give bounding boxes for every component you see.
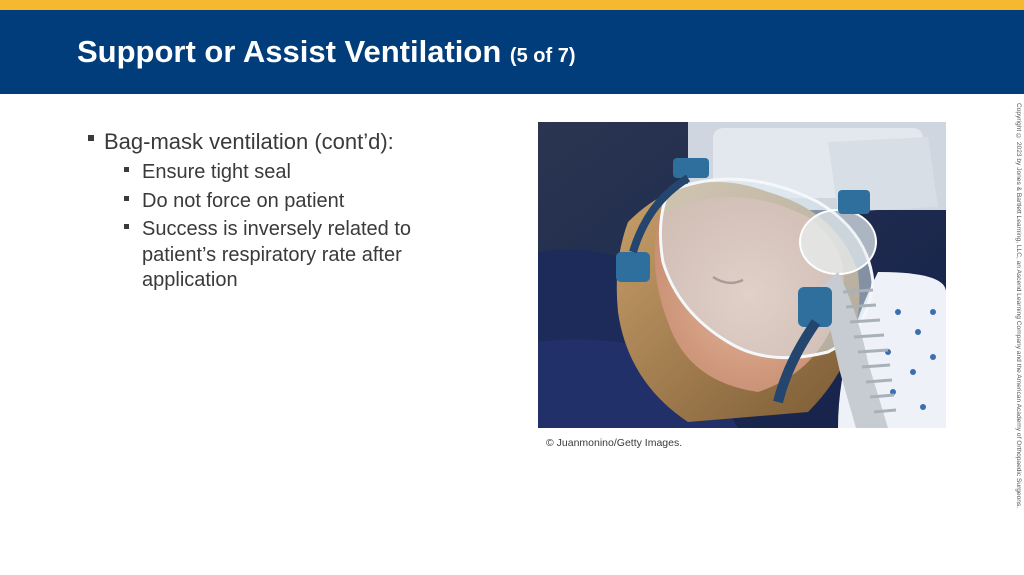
top-accent-bar [0, 0, 1024, 10]
slide-title [77, 34, 575, 74]
title-band [0, 10, 1024, 94]
sub-bullet: Do not force on patient [124, 189, 442, 215]
image-credit: © Juanmonino/Getty Images. [546, 437, 683, 449]
slide-subtitle: (5 of 7) [509, 45, 576, 67]
bullet-list [86, 128, 486, 297]
sub-bullet: Success is inversely related to patient’s respiratory rate after application [124, 217, 442, 294]
bullet-main: Bag-mask ventilation (cont’d): [86, 128, 486, 156]
sub-bullet-list [124, 160, 486, 294]
patient-mask-photo [538, 122, 946, 428]
slide-title-text: Support or Assist Ventilation [77, 34, 502, 69]
sub-bullet: Ensure tight seal [124, 160, 442, 186]
copyright-notice: Copyright © 2023 by Jones & Bartlett Learning, LLC, an Ascend Learning Company and the American Academy of Orthopaedic Surgeons. [1015, 103, 1022, 509]
